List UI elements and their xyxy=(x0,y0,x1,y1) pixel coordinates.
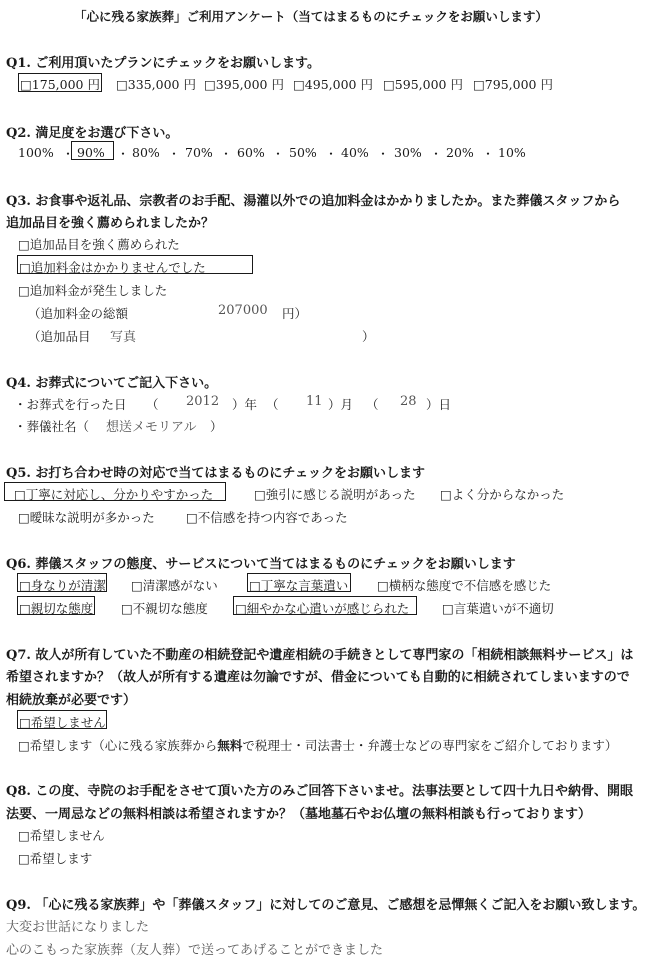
q2-question: Q2. 満足度をお選び下さい。 xyxy=(6,126,179,141)
q7-option-no[interactable]: □希望しません xyxy=(19,715,106,730)
q3-question-line2: 追加品目を強く薦められましたか？ xyxy=(6,216,215,231)
q9-answer-line2[interactable]: 心のこもった家族葬（友人葬）で送ってあげることができました xyxy=(6,943,384,958)
q6-option-attentive[interactable]: □細やかな心遣いが感じられた xyxy=(235,601,410,616)
q5-option-distrust[interactable]: □不信感を持つ内容であった xyxy=(186,510,348,525)
q6-option-unkind[interactable]: □不親切な態度 xyxy=(121,601,208,616)
q2-separator: ・ xyxy=(168,147,181,161)
q1-option-495000[interactable]: □495,000 円 xyxy=(293,77,373,92)
q4-company-label: ・葬儀社名（ xyxy=(14,419,90,434)
q2-separator: ・ xyxy=(220,147,233,161)
q8-question-line2: 法要、一周忌などの無料相談は希望されますか？（墓地墓石やお仏壇の無料相談も行っております） xyxy=(6,807,592,822)
q5-question: Q5. お打ち合わせ時の対応で当てはまるものにチェックをお願いします xyxy=(6,466,426,481)
q3-option-recommended[interactable]: □追加品目を強く薦められた xyxy=(18,237,180,252)
q6-option-improper-language[interactable]: □言葉遣いが不適切 xyxy=(442,601,554,616)
q4-company-close: ） xyxy=(210,419,223,434)
q6-option-unclean[interactable]: □清潔感がない xyxy=(131,578,218,593)
q5-option-vague[interactable]: □曖昧な説明が多かった xyxy=(18,510,155,525)
q4-year-unit: ）年 xyxy=(232,397,258,412)
q6-option-arrogant[interactable]: □横柄な態度で不信感を感じた xyxy=(377,578,552,593)
q7-question-line2: 希望されますか？（故人が所有する遺産は勿論ですが、借金についても自動的に相続されてしまいますので xyxy=(6,670,630,685)
q2-separator: ・ xyxy=(377,147,390,161)
q4-company-value[interactable]: 想送メモリアル xyxy=(106,420,197,435)
q1-option-795000[interactable]: □795,000 円 xyxy=(473,77,553,92)
q7-option-yes-pre: □希望します（心に残る家族葬から xyxy=(18,738,218,753)
q7-option-yes[interactable] xyxy=(18,736,617,754)
q1-option-175000[interactable]: □175,000 円 xyxy=(20,77,100,92)
q2-option-50[interactable]: 50% xyxy=(289,145,317,160)
q9-answer-line1[interactable]: 大変お世話になりました xyxy=(6,920,150,935)
q2-option-60[interactable]: 60% xyxy=(237,145,265,160)
q7-question-line3: 相続放棄が必要です） xyxy=(6,693,137,708)
q3-option-extra-charged[interactable]: □追加料金が発生しました xyxy=(18,283,168,298)
survey-title: 「心に残る家族葬」ご利用アンケート（当てはまるものにチェックをお願いします） xyxy=(74,9,548,24)
q2-separator: ・ xyxy=(62,147,75,161)
q9-question: Q9. 「心に残る家族葬」や「葬儀スタッフ」に対してのご意見、ご感想を忌憚無くご記入をお願い致します。 xyxy=(6,898,646,913)
q2-option-90[interactable]: 90% xyxy=(77,145,105,160)
q7-option-yes-free: 無料 xyxy=(217,738,243,753)
q2-separator: ・ xyxy=(272,147,285,161)
q4-day-unit: ）日 xyxy=(426,397,452,412)
q8-question-line1: Q8. この度、寺院のお手配をさせて頂いた方のみご回答下さいませ。法事法要として四十九日や納骨、開眼 xyxy=(6,784,634,799)
q4-paren-open: （ xyxy=(366,397,379,412)
q1-option-395000[interactable]: □395,000 円 xyxy=(204,77,284,92)
q1-option-335000[interactable]: □335,000 円 xyxy=(116,77,196,92)
q8-option-no[interactable]: □希望しません xyxy=(18,828,105,843)
q3-total-unit: 円） xyxy=(282,306,308,321)
q2-separator: ・ xyxy=(482,147,495,161)
q4-paren-open: （ xyxy=(266,397,279,412)
q3-item-label: （追加品目 xyxy=(28,329,91,344)
q3-item-close: ） xyxy=(362,329,375,344)
q7-question-line1: Q7. 故人が所有していた不動産の相続登記や遺産相続の手続きとして専門家の「相続相談無料サービス」は xyxy=(6,648,634,663)
q1-option-595000[interactable]: □595,000 円 xyxy=(383,77,463,92)
q2-option-100[interactable]: 100% xyxy=(18,145,54,160)
q2-separator: ・ xyxy=(325,147,338,161)
q3-option-no-extra[interactable]: □追加料金はかかりませんでした xyxy=(19,260,206,275)
q6-option-kind[interactable]: □親切な態度 xyxy=(19,601,94,616)
q1-question: Q1. ご利用頂いたプランにチェックをお願いします。 xyxy=(6,56,320,71)
q8-option-yes[interactable]: □希望します xyxy=(18,851,93,866)
q5-option-polite[interactable]: □丁寧に対応し、分かりやすかった xyxy=(14,487,214,502)
q5-option-pushy[interactable]: □強引に感じる説明があった xyxy=(254,487,416,502)
q7-option-yes-post: で税理士・司法書士・弁護士などの専門家をご紹介しております） xyxy=(242,738,618,753)
q4-day-value[interactable]: 28 xyxy=(400,394,417,409)
q2-option-20[interactable]: 20% xyxy=(446,145,474,160)
q3-total-label: （追加料金の総額 xyxy=(28,306,129,321)
q2-separator: ・ xyxy=(430,147,443,161)
q3-question-line1: Q3. お食事や返礼品、宗教者のお手配、湯灌以外での追加料金はかかりましたか。また葬儀スタッフから xyxy=(6,194,621,209)
q4-month-value[interactable]: 11 xyxy=(306,394,323,409)
q2-option-40[interactable]: 40% xyxy=(341,145,369,160)
q6-option-polite-language[interactable]: □丁寧な言葉遣い xyxy=(249,578,349,593)
q4-question: Q4. お葬式についてご記入下さい。 xyxy=(6,376,218,391)
q5-option-unclear[interactable]: □よく分からなかった xyxy=(440,487,565,502)
q2-option-10[interactable]: 10% xyxy=(498,145,526,160)
q4-month-unit: ）月 xyxy=(328,397,354,412)
q3-total-value[interactable]: 207000 xyxy=(218,303,268,318)
q4-date-label: ・お葬式を行った日 xyxy=(14,397,127,412)
q6-option-clean[interactable]: □身なりが清潔 xyxy=(19,578,106,593)
q4-paren-open: （ xyxy=(146,397,159,412)
q6-question: Q6. 葬儀スタッフの態度、サービスについて当てはまるものにチェックをお願いします xyxy=(6,557,516,572)
q3-item-value[interactable]: 写真 xyxy=(110,330,137,345)
q2-option-70[interactable]: 70% xyxy=(185,145,213,160)
q2-separator: ・ xyxy=(117,147,130,161)
q4-year-value[interactable]: 2012 xyxy=(186,394,220,409)
q2-option-80[interactable]: 80% xyxy=(132,145,160,160)
q2-option-30[interactable]: 30% xyxy=(394,145,422,160)
